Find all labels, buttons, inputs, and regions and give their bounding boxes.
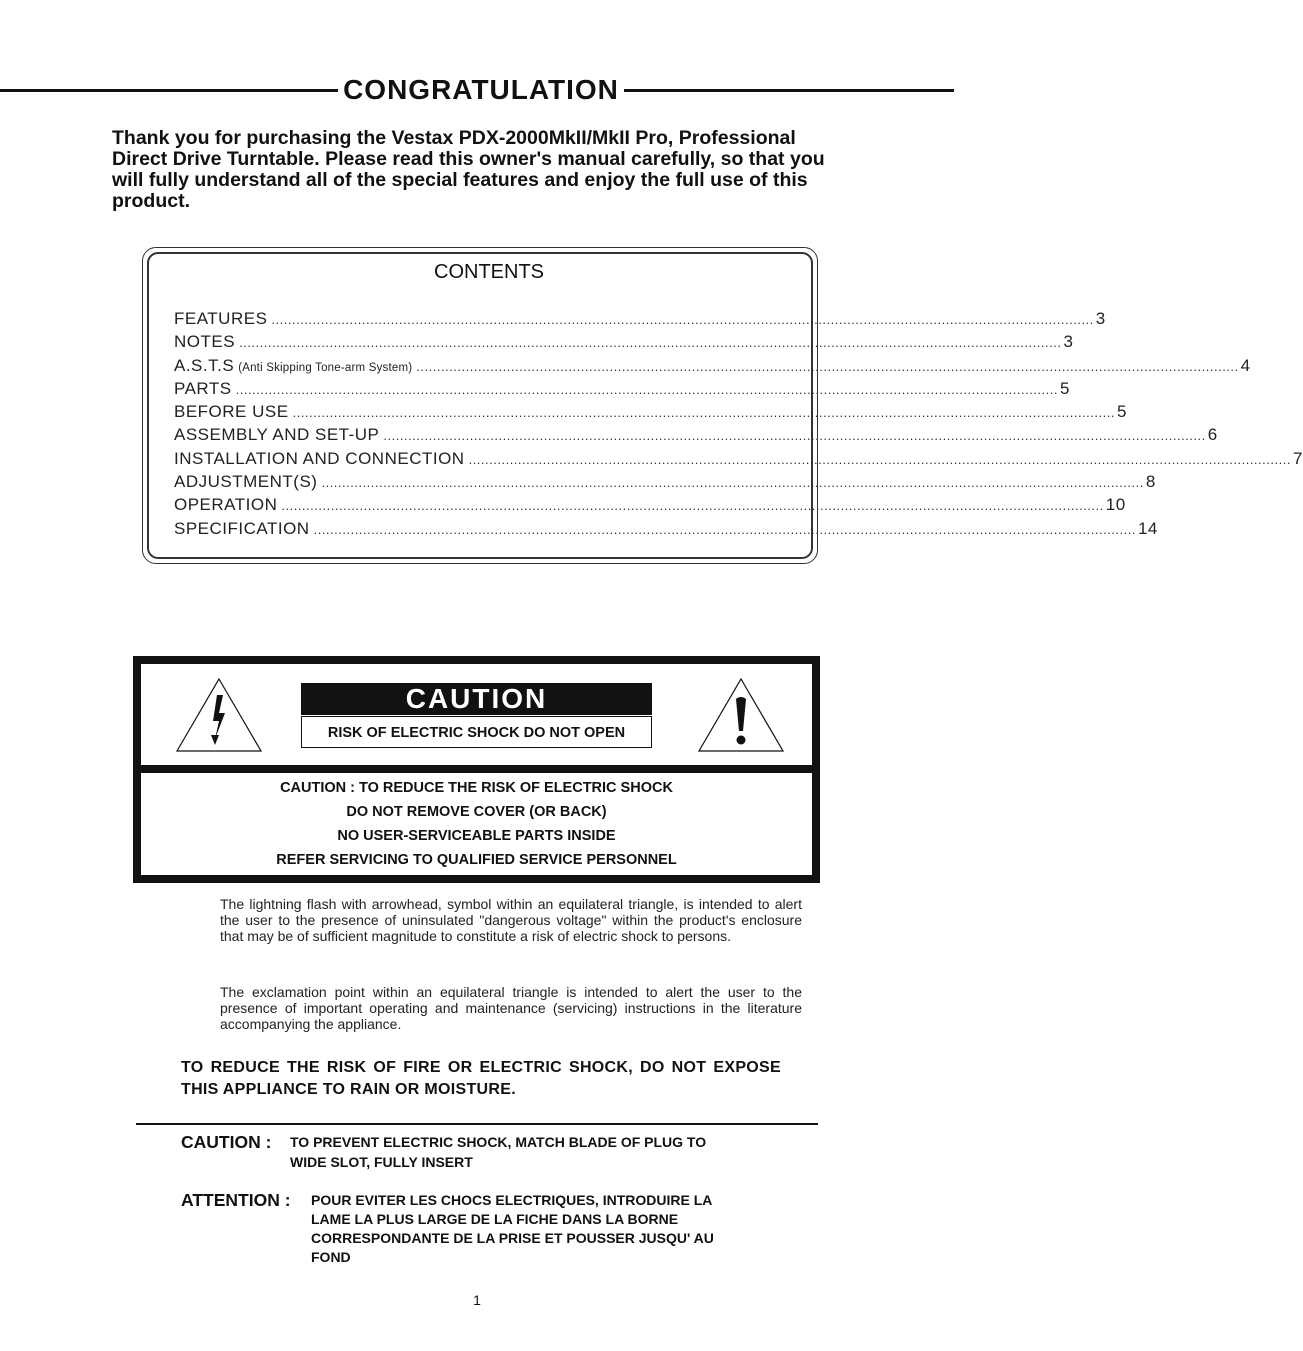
contents-title: CONTENTS (434, 261, 544, 283)
toc-leader-dots: ........................................................................................................................................................................................................ (271, 312, 1094, 327)
toc-label: SPECIFICATION (174, 518, 310, 538)
caution-line-3: NO USER-SERVICEABLE PARTS INSIDE (337, 828, 616, 844)
toc-leader-dots: ........................................................................................................................................................................................................ (239, 335, 1062, 351)
toc-row (174, 332, 1074, 355)
toc-row (174, 472, 1156, 495)
toc-page-number: 3 (1063, 332, 1074, 352)
toc-label: FEATURES (174, 309, 268, 328)
caution-line-1: CAUTION : TO REDUCE THE RISK OF ELECTRIC SHOCK (280, 780, 673, 796)
toc-row (174, 425, 1218, 448)
toc-page-number: 5 (1059, 378, 1070, 398)
fire-shock-warning: TO REDUCE THE RISK OF FIRE OR ELECTRIC SHOCK, DO NOT EXPOSE THIS APPLIANCE TO RAIN OR MOISTURE. (181, 1059, 781, 1098)
toc-label: A.S.T.S (174, 355, 235, 375)
toc-leader-dots: ........................................................................................................................................................................................................ (468, 451, 1291, 467)
caution-line-4: REFER SERVICING TO QUALIFIED SERVICE PERSONNEL (276, 852, 677, 868)
toc-page-number: 4 (1240, 355, 1251, 375)
lightning-warning-icon (175, 677, 263, 753)
attention-line-4: FOND (311, 1249, 351, 1265)
plug-caution-line-1: TO PREVENT ELECTRIC SHOCK, MATCH BLADE OF PLUG TO (290, 1134, 707, 1150)
toc-page-number: 7 (1292, 448, 1303, 468)
toc-label: ADJUSTMENT(S) (174, 472, 318, 492)
caution-subtitle: RISK OF ELECTRIC SHOCK DO NOT OPEN (301, 716, 652, 748)
toc-label: OPERATION (174, 495, 278, 515)
toc-page-number: 6 (1207, 425, 1218, 445)
toc-page-number: 5 (1116, 402, 1127, 422)
title-rule-left (0, 89, 338, 92)
attention-line-2: LAME LA PLUS LARGE DE LA FICHE DANS LA BORNE (311, 1211, 679, 1227)
toc-row (174, 448, 1303, 472)
attention-label: ATTENTION : (181, 1190, 291, 1210)
toc-row (174, 355, 1251, 379)
toc-leader-dots: ........................................................................................................................................................................................................ (416, 358, 1239, 374)
toc-page-number: 14 (1137, 518, 1158, 538)
toc-label: NOTES (174, 332, 236, 352)
toc-leader-dots: ........................................................................................................................................................................................................ (321, 475, 1144, 491)
caution-banner: CAUTION (301, 683, 652, 715)
toc-label: PARTS (174, 378, 232, 398)
toc-leader-dots: ........................................................................................................................................................................................................ (383, 428, 1206, 444)
toc-row (174, 309, 1106, 332)
lightning-explanation: The lightning flash with arrowhead, symbol within an equilateral triangle, is intended to alert the user to the presence of uninsulated "dangerous voltage" within the product's enclosure that may be of sufficient magnitude to constitute a risk of electric shock to persons. (220, 896, 802, 944)
attention-line-1: POUR EVITER LES CHOCS ELECTRIQUES, INTRODUIRE LA (311, 1192, 713, 1208)
toc-label: ASSEMBLY AND SET-UP (174, 425, 380, 445)
page-number: 1 (473, 1292, 481, 1308)
toc-row (174, 378, 1070, 402)
attention-line-3: CORRESPONDANTE DE LA PRISE ET POUSSER JUSQU' AU (311, 1230, 714, 1246)
page-title: CONGRATULATION (343, 74, 619, 105)
divider (136, 1123, 818, 1125)
contents-list (174, 309, 1303, 542)
title-rule-right (624, 89, 954, 92)
toc-page-number: 8 (1145, 472, 1156, 492)
exclamation-warning-icon (697, 677, 785, 753)
intro-paragraph: Thank you for purchasing the Vestax PDX-2000MkII/MkII Pro, Professional Direct Drive Turntable. Please read this owner's manual carefully, so that you will fully understand all of the special features and enjoy the full use of this product. (112, 127, 825, 212)
toc-leader-dots: ........................................................................................................................................................................................................ (292, 405, 1115, 421)
toc-sublabel: (Anti Skipping Tone-arm System) (238, 361, 413, 374)
caution-line-2: DO NOT REMOVE COVER (OR BACK) (346, 804, 607, 820)
toc-label: INSTALLATION AND CONNECTION (174, 448, 465, 468)
toc-leader-dots: ........................................................................................................................................................................................................ (235, 381, 1058, 397)
toc-page-number: 3 (1095, 309, 1106, 328)
toc-leader-dots: ........................................................................................................................................................................................................ (313, 521, 1136, 537)
toc-page-number: 10 (1105, 495, 1126, 515)
toc-row (174, 518, 1158, 542)
toc-label: BEFORE USE (174, 402, 289, 422)
toc-leader-dots: ........................................................................................................................................................................................................ (281, 498, 1104, 514)
plug-caution-label: CAUTION : (181, 1132, 272, 1152)
toc-row (174, 495, 1126, 518)
exclamation-explanation: The exclamation point within an equilateral triangle is intended to alert the user to the presence of important operating and maintenance (servicing) instructions in the literature accompanying the appliance. (220, 984, 802, 1032)
plug-caution-line-2: WIDE SLOT, FULLY INSERT (290, 1154, 473, 1170)
toc-row (174, 402, 1127, 425)
